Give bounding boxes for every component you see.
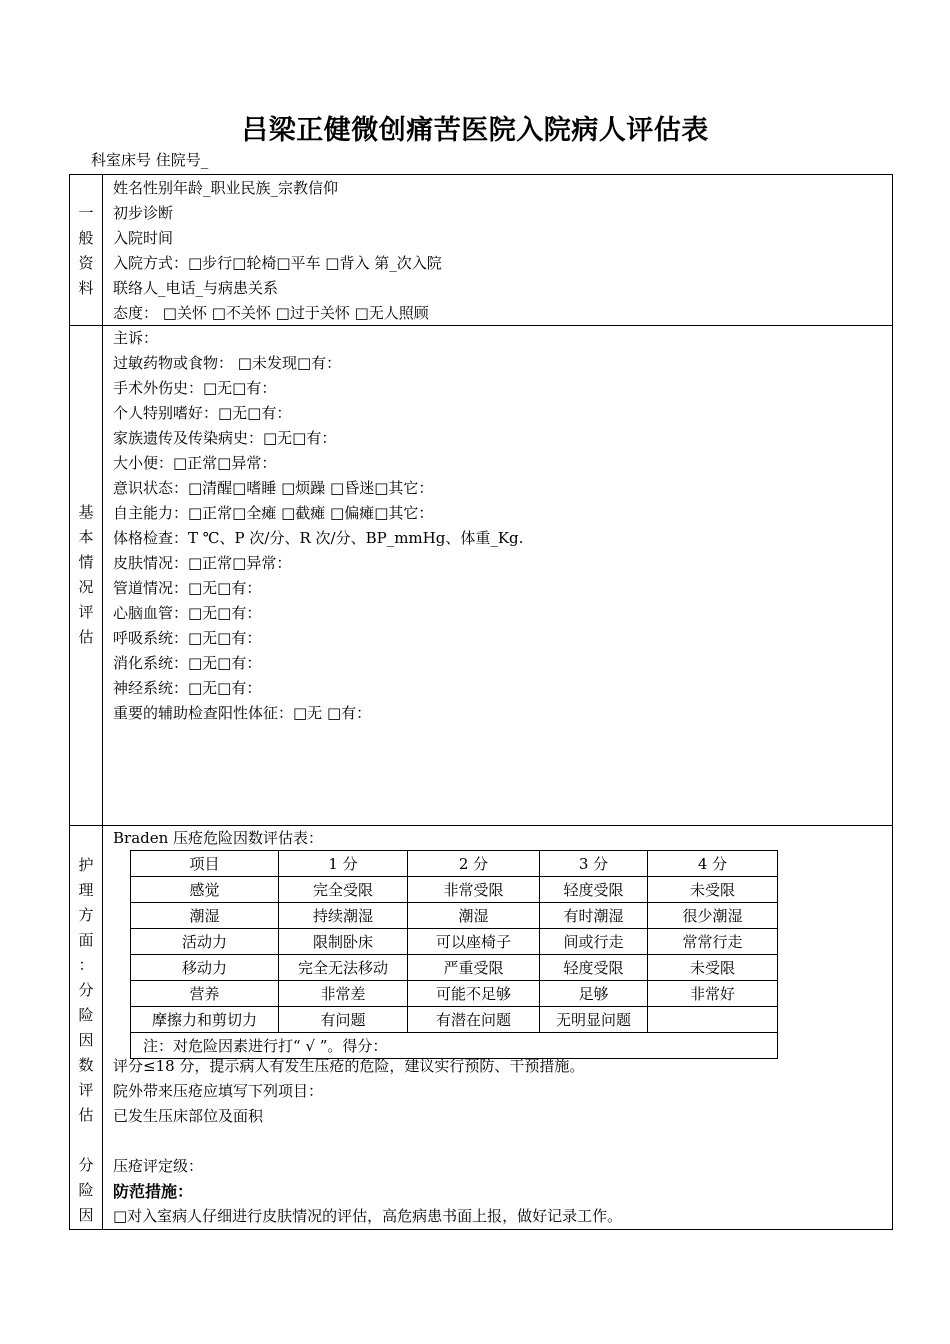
side-char: 情 bbox=[78, 553, 94, 571]
side-char: 基 bbox=[78, 503, 94, 521]
score-cell[interactable]: 足够 bbox=[540, 981, 648, 1007]
physical-exam-field[interactable]: 体格检查：T ℃、P 次/分、R 次/分、BP_mmHg、体重_Kg. bbox=[113, 529, 524, 547]
basic-assessment-fields bbox=[113, 326, 888, 726]
nursing-risk-section bbox=[70, 825, 892, 1229]
side-char: 险 bbox=[78, 1006, 94, 1024]
section-label-basic bbox=[70, 325, 103, 825]
score-cell[interactable]: 严重受限 bbox=[408, 955, 540, 981]
score-cell[interactable]: 完全无法移动 bbox=[279, 955, 408, 981]
braden-threshold-note: 评分≤18 分，提示病人有发生压疮的危险，建议实行预防、干预措施。 bbox=[113, 1057, 585, 1075]
ulcer-grade-field[interactable]: 压疮评定级： bbox=[113, 1157, 204, 1175]
score-cell[interactable]: 间或行走 bbox=[540, 929, 648, 955]
braden-title: Braden 压疮危险因数评估表： bbox=[113, 829, 324, 847]
score-cell[interactable]: 有问题 bbox=[279, 1007, 408, 1033]
score-cell[interactable]: 常常行走 bbox=[648, 929, 778, 955]
side-char: 险 bbox=[78, 1181, 94, 1199]
side-char: 评 bbox=[78, 1081, 94, 1099]
side-char: 般 bbox=[78, 229, 94, 247]
section-label-general bbox=[70, 175, 103, 325]
score-cell[interactable]: 可以座椅子 bbox=[408, 929, 540, 955]
side-char: 一 bbox=[78, 204, 94, 222]
side-char: 分 bbox=[78, 981, 94, 999]
braden-scale-table bbox=[130, 850, 778, 1059]
assessment-form bbox=[69, 174, 893, 1230]
header-cell: 项目 bbox=[131, 851, 279, 877]
side-char: 面 bbox=[78, 931, 94, 949]
nervous-field[interactable]: 神经系统：□无□有： bbox=[113, 679, 262, 697]
side-char: 资 bbox=[78, 254, 94, 272]
item-cell: 活动力 bbox=[131, 929, 279, 955]
general-info-fields bbox=[113, 176, 888, 326]
table-row bbox=[131, 955, 778, 981]
side-char: 评 bbox=[78, 603, 94, 621]
score-cell[interactable]: 有潜在问题 bbox=[408, 1007, 540, 1033]
side-char: 分 bbox=[78, 1156, 94, 1174]
score-cell[interactable]: 未受限 bbox=[648, 877, 778, 903]
item-cell: 移动力 bbox=[131, 955, 279, 981]
side-char: 估 bbox=[78, 1106, 94, 1124]
header-cell: 3 分 bbox=[540, 851, 648, 877]
score-cell[interactable]: 潮湿 bbox=[408, 903, 540, 929]
general-info-section bbox=[70, 175, 892, 326]
score-cell[interactable]: 限制卧床 bbox=[279, 929, 408, 955]
excretion-field[interactable]: 大小便：□正常□异常： bbox=[113, 454, 277, 472]
header-cell: 1 分 bbox=[279, 851, 408, 877]
score-cell[interactable]: 非常受限 bbox=[408, 877, 540, 903]
cardio-field[interactable]: 心脑血管：□无□有： bbox=[113, 604, 262, 622]
table-row bbox=[131, 929, 778, 955]
dept-bed-admission-number: 科室床号 住院号_ bbox=[91, 151, 209, 169]
self-care-field[interactable]: 自主能力：□正常□全瘫 □截瘫 □偏瘫□其它： bbox=[113, 504, 434, 522]
side-char: 因 bbox=[78, 1206, 94, 1224]
header-cell: 4 分 bbox=[648, 851, 778, 877]
nursing-notes bbox=[113, 1054, 888, 1229]
diagnosis-field[interactable]: 初步诊断 bbox=[113, 204, 174, 222]
contact-field[interactable]: 联络人_电话_与病患关系 bbox=[113, 279, 279, 297]
score-cell[interactable]: 可能不足够 bbox=[408, 981, 540, 1007]
chief-complaint-field[interactable]: 主诉： bbox=[113, 329, 159, 347]
item-cell: 潮湿 bbox=[131, 903, 279, 929]
side-char: 估 bbox=[78, 628, 94, 646]
header-cell: 2 分 bbox=[408, 851, 540, 877]
respiratory-field[interactable]: 呼吸系统：□无□有： bbox=[113, 629, 262, 647]
table-row bbox=[131, 877, 778, 903]
consciousness-field[interactable]: 意识状态：□清醒□嗜睡 □烦躁 □昏迷□其它： bbox=[113, 479, 434, 497]
allergy-field[interactable]: 过敏药物或食物： □未发现□有： bbox=[113, 354, 342, 372]
prevention-measures-title: 防范措施： bbox=[113, 1182, 194, 1201]
side-char: 因 bbox=[78, 1031, 94, 1049]
admission-time-field[interactable]: 入院时间 bbox=[113, 229, 174, 247]
side-char: ： bbox=[78, 956, 94, 974]
score-cell[interactable]: 持续潮湿 bbox=[279, 903, 408, 929]
score-cell[interactable]: 非常好 bbox=[648, 981, 778, 1007]
side-char: 方 bbox=[78, 906, 94, 924]
page-title: 吕梁正健微创痛苦医院入院病人评估表 bbox=[241, 115, 709, 146]
item-cell: 摩擦力和剪切力 bbox=[131, 1007, 279, 1033]
prevention-measure-item[interactable]: □对入室病人仔细进行皮肤情况的评估，高危病患书面上报，做好记录工作。 bbox=[113, 1207, 623, 1225]
admission-mode-field[interactable]: 入院方式：□步行□轮椅□平车 □背入 第_次入院 bbox=[113, 254, 442, 272]
name-gender-age-field[interactable]: 姓名性别年龄_职业民族_宗教信仰 bbox=[113, 179, 339, 197]
digestive-field[interactable]: 消化系统：□无□有： bbox=[113, 654, 262, 672]
table-row bbox=[131, 1007, 778, 1033]
score-cell[interactable]: 未受限 bbox=[648, 955, 778, 981]
basic-assessment-section bbox=[70, 325, 892, 826]
item-cell: 营养 bbox=[131, 981, 279, 1007]
ulcer-location-area-field[interactable]: 已发生压床部位及面积 bbox=[113, 1107, 264, 1125]
side-char: 况 bbox=[78, 578, 94, 596]
personal-habits-field[interactable]: 个人特别嗜好：□无□有： bbox=[113, 404, 292, 422]
auxiliary-exam-field[interactable]: 重要的辅助检查阳性体征：□无 □有： bbox=[113, 704, 372, 722]
score-cell[interactable]: 有时潮湿 bbox=[540, 903, 648, 929]
table-row bbox=[131, 903, 778, 929]
side-char: 本 bbox=[78, 528, 94, 546]
skin-condition-field[interactable]: 皮肤情况：□正常□异常： bbox=[113, 554, 292, 572]
external-pressure-ulcer-note: 院外带来压疮应填写下列项目： bbox=[113, 1082, 324, 1100]
score-cell[interactable]: 无明显问题 bbox=[540, 1007, 648, 1033]
score-cell[interactable]: 非常差 bbox=[279, 981, 408, 1007]
surgery-history-field[interactable]: 手术外伤史：□无□有： bbox=[113, 379, 277, 397]
family-history-field[interactable]: 家族遗传及传染病史：□无□有： bbox=[113, 429, 337, 447]
side-char: 护 bbox=[78, 856, 94, 874]
score-cell[interactable]: 很少潮湿 bbox=[648, 903, 778, 929]
side-char: 料 bbox=[78, 279, 94, 297]
side-char: 理 bbox=[78, 881, 94, 899]
score-cell[interactable]: 完全受限 bbox=[279, 877, 408, 903]
section-label-nursing bbox=[70, 825, 103, 1229]
attitude-field[interactable]: 态度： □关怀 □不关怀 □过于关怀 □无人照顾 bbox=[113, 304, 429, 322]
side-char: 数 bbox=[78, 1056, 94, 1074]
item-cell: 感觉 bbox=[131, 877, 279, 903]
tube-condition-field[interactable]: 管道情况：□无□有： bbox=[113, 579, 262, 597]
score-cell[interactable]: 轻度受限 bbox=[540, 877, 648, 903]
braden-header-row bbox=[131, 851, 778, 877]
score-cell[interactable] bbox=[648, 1007, 778, 1033]
braden-note[interactable]: 注：对危险因素进行打“ √ ”。得分： bbox=[131, 1033, 778, 1059]
nursing-fields bbox=[113, 826, 888, 851]
table-row bbox=[131, 981, 778, 1007]
score-cell[interactable]: 轻度受限 bbox=[540, 955, 648, 981]
blank-line bbox=[113, 1129, 888, 1154]
